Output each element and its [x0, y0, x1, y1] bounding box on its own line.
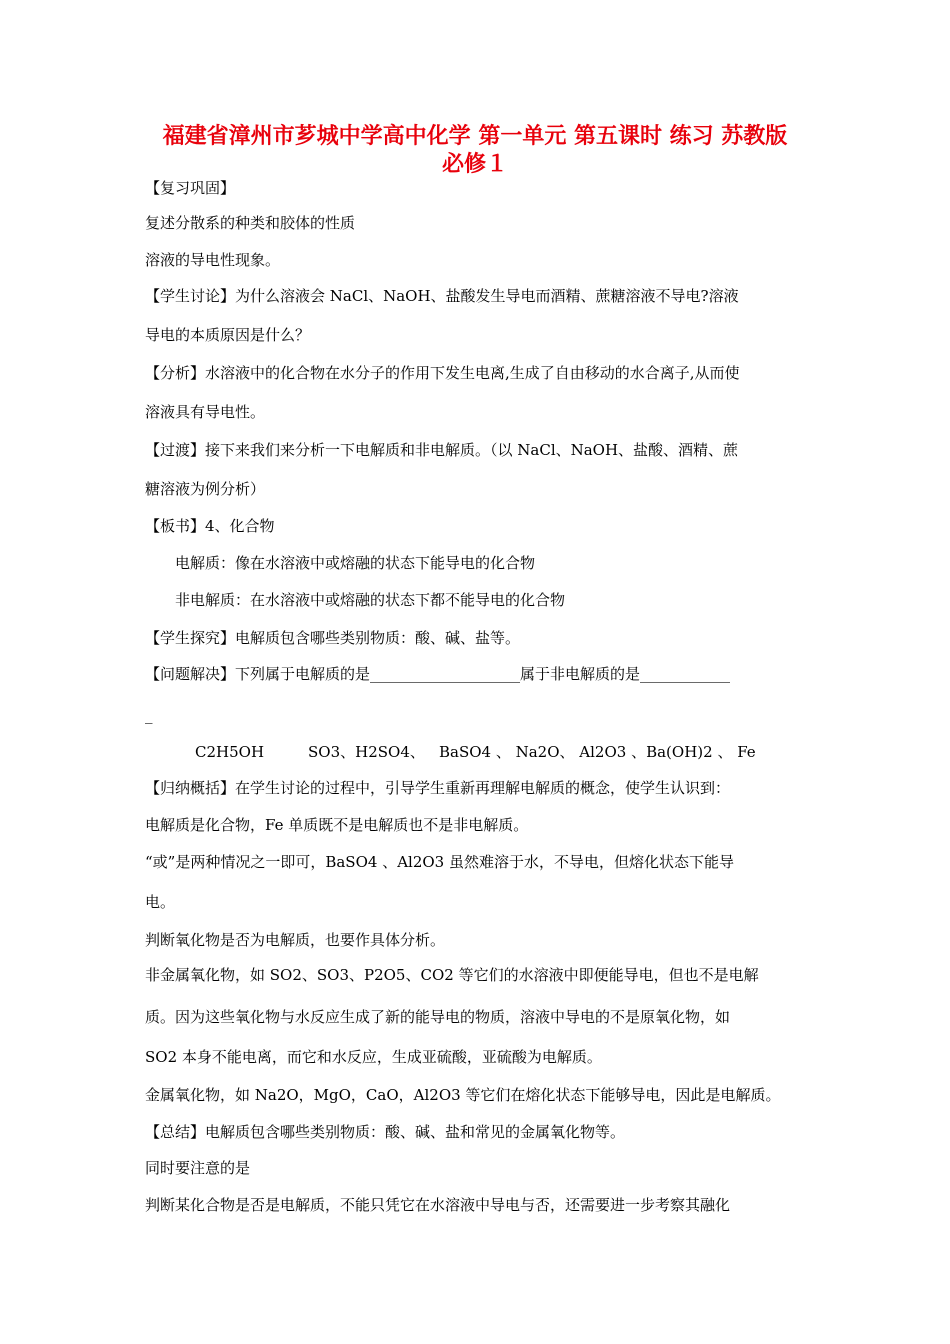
problem-paragraph-line2: _ [145, 706, 153, 724]
formula-item-2: SO3、H2SO4、 [308, 743, 425, 761]
transition-paragraph-line1: 【过渡】接下来我们来分析一下电解质和非电解质。（以 NaCl、NaOH、盐酸、酒精、蔗 [145, 441, 739, 459]
transition-paragraph-line2: 糖溶液为例分析） [145, 480, 266, 498]
problem-paragraph-line1: 【问题解决】下列属于电解质的是____________________属于非电解质的是____________ [145, 665, 731, 683]
summary-point-2-line1: “或”是两种情况之一即可，BaSO4 、Al2O3 虽然难溶于水，不导电，但熔化状态下能导 [145, 853, 734, 871]
note-heading: 同时要注意的是 [145, 1159, 251, 1177]
analysis-paragraph-line1: 【分析】水溶液中的化合物在水分子的作用下发生电离,生成了自由移动的水合离子,从而使 [145, 364, 740, 382]
note-paragraph-line1: 判断某化合物是否是电解质，不能只凭它在水溶液中导电与否，还需要进一步考察其融化 [145, 1196, 731, 1214]
nonelectrolyte-definition: 非电解质：在水溶液中或熔融的状态下都不能导电的化合物 [175, 591, 566, 609]
summary-point-3: 判断氧化物是否为电解质，也要作具体分析。 [145, 931, 446, 949]
explore-paragraph: 【学生探究】电解质包含哪些类别物质：酸、碱、盐等。 [145, 629, 521, 647]
conclusion-paragraph: 【总结】电解质包含哪些类别物质：酸、碱、盐和常见的金属氧化物等。 [145, 1123, 626, 1141]
summary-point-4-line2: 质。因为这些氧化物与水反应生成了新的能导电的物质，溶液中导电的不是原氧化物，如 [145, 1008, 731, 1026]
discussion-paragraph-line2: 导电的本质原因是什么？ [145, 326, 311, 344]
document-title-line2: 必修１ [441, 151, 508, 177]
summary-point-4-line3: SO2 本身不能电离，而它和水反应，生成亚硫酸，亚硫酸为电解质。 [145, 1048, 602, 1066]
summary-point-1: 电解质是化合物，Fe 单质既不是电解质也不是非电解质。 [145, 816, 529, 834]
review-item-2: 溶液的导电性现象。 [145, 251, 281, 269]
formula-item-3: BaSO4 、 Na2O、 Al2O3 、Ba(OH)2 、 Fe [439, 743, 756, 761]
electrolyte-definition: 电解质：像在水溶液中或熔融的状态下能导电的化合物 [175, 554, 536, 572]
review-item-1: 复述分散系的种类和胶体的性质 [145, 214, 356, 232]
board-heading: 【板书】4、化合物 [145, 517, 275, 535]
formula-item-1: C2H5OH [195, 743, 265, 761]
document-title-line1: 福建省漳州市芗城中学高中化学 第一单元 第五课时 练习 苏教版 [162, 123, 788, 149]
summary-intro: 【归纳概括】在学生讨论的过程中，引导学生重新再理解电解质的概念，使学生认识到： [145, 779, 731, 797]
analysis-paragraph-line2: 溶液具有导电性。 [145, 403, 266, 421]
discussion-paragraph-line1: 【学生讨论】为什么溶液会 NaCl、NaOH、盐酸发生导电而酒精、蔗糖溶液不导电?溶液 [145, 287, 739, 305]
summary-point-5: 金属氧化物，如 Na2O，MgO，CaO，Al2O3 等它们在熔化状态下能够导电，因此是电解质。 [145, 1086, 781, 1104]
summary-point-4-line1: 非金属氧化物，如 SO2、SO3、P2O5、CO2 等它们的水溶液中即便能导电，但也不是电解 [145, 966, 759, 984]
review-heading: 【复习巩固】 [145, 179, 236, 197]
formula-list [195, 742, 756, 762]
summary-point-2-line2: 电。 [145, 893, 176, 911]
